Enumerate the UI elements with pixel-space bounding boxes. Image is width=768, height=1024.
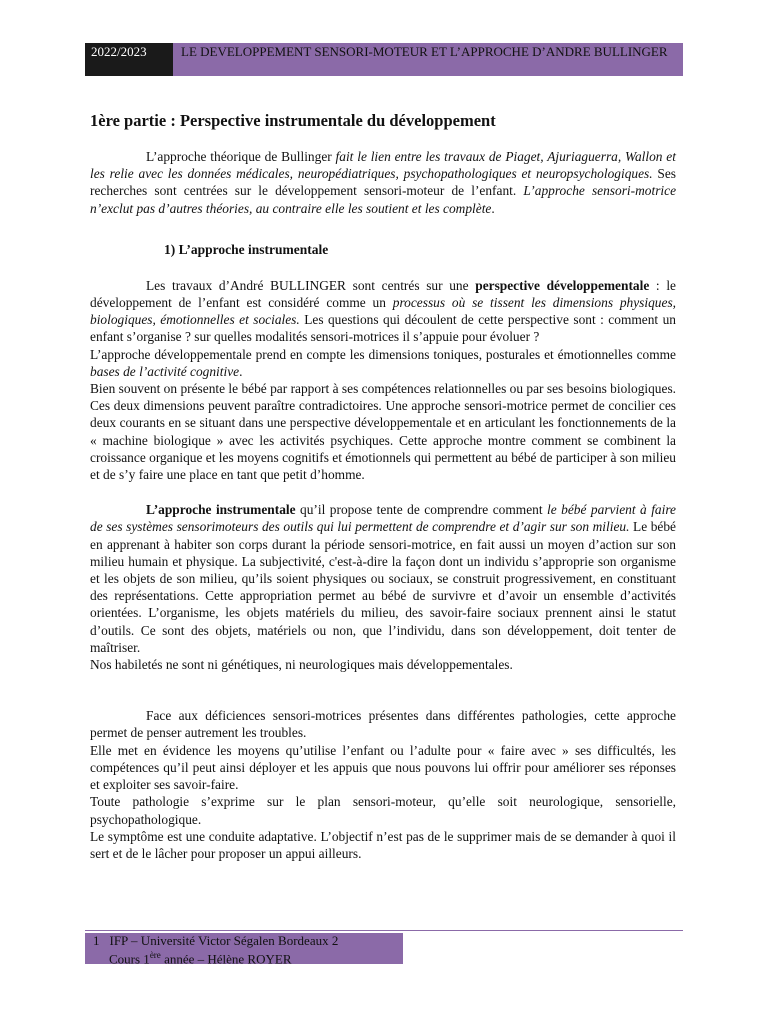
superscript: ère (149, 950, 161, 960)
document-body (90, 110, 676, 862)
text-run: année – Hélène ROYER (160, 951, 292, 967)
part-heading: 1ère partie : Perspective instrumentale du développement (90, 111, 496, 130)
paragraph-dimensions (90, 346, 676, 380)
text-run: Le bébé en apprenant à habiter son corps durant la période sensori-motrice, en fait aussi un moyen d’action sur son milieu humain et physique. La subjectivité, c'est-à-dire la façon dont un individu s’approprie son organisme et les objets de son milieu, qu’ils soient physiques ou sociaux, se construit progressivement, en constituant des représentations. Cette appropriation permet au bébé de survivre et d’avoir un ensemble d’activités orientées. L’organisme, les objets matériels du milieu, des savoir-faire sociaux prennent ainsi le statut d’outils. Ce sont des objets, matériels ou non, que l’individu, dans son développement, doit tenter de maîtriser. (90, 519, 676, 655)
page-number: 1 (93, 933, 100, 948)
text-run: Les questions qui découlent de cette perspective sont : comment un enfant s’organise ? sur quelles modalités sensori-motrices il s’appuie pour évoluer ? (90, 312, 676, 345)
text-run: : le développement de l’enfant est considéré comme un (90, 277, 676, 311)
page-footer (85, 933, 403, 967)
text-run: Les travaux d’André BULLINGER sont centrés sur une (146, 277, 476, 293)
paragraph-deficiences: Face aux déficiences sensori-motrices présentes dans différentes pathologies, cette approche permet de penser autrement les troubles. (90, 708, 676, 741)
paragraph-habiletes: Nos habiletés ne sont ni génétiques, ni neurologiques mais développementales. (90, 657, 513, 673)
italic-run: processus où se tissent les dimensions physiques, biologiques, émotionnelles et sociales. (90, 295, 676, 328)
page-header (85, 43, 683, 76)
text-run: Ses recherches sont centrées sur le développement sensori-moteur de l’enfant. (90, 166, 676, 199)
header-year: 2022/2023 (85, 43, 173, 76)
text-run: L’approche développementale prend en compte les dimensions toniques, posturales et émotionnelles comme (90, 346, 676, 362)
section-heading: 1) L’approche instrumentale (164, 241, 329, 257)
bold-run: perspective développementale (475, 277, 650, 293)
paragraph-instrumentale (90, 501, 676, 656)
header-title: LE DEVELOPPEMENT SENSORI-MOTEUR ET L’APPROCHE D’ANDRE BULLINGER (173, 43, 683, 76)
italic-run: bases de l’activité cognitive (90, 363, 240, 379)
paragraph-bebe: Bien souvent on présente le bébé par rapport à ses compétences relationnelles ou par ses besoins biologiques. Ces deux dimensions peuvent paraître contradictoires. Une approche sensori-motrice permet de concilier ces deux courants en se situant dans une perspective développementale et en articulant les fonctionnements de la « machine biologique » avec les activités psychiques. Cette approche montre comment se combinent la croissance organique et les moyens cognitifs et émotionnels qui permettent au bébé de participer à son milieu et de s’y faire une place en tant que petit d’homme. (90, 381, 676, 483)
text-run: L’approche théorique de Bullinger (146, 149, 336, 164)
paragraph-perspective (90, 277, 676, 346)
italic-run: fait le lien entre les travaux de Piaget, Ajuriaguerra, Wallon et les relie avec les données médicales, neuropédiatriques, psychopathologiques et neuropsychologiques. (90, 149, 676, 182)
spacer (90, 483, 676, 501)
text-run: Cours 1 (109, 951, 150, 967)
bold-run: L’approche instrumentale (146, 502, 296, 518)
paragraph-moyens: Elle met en évidence les moyens qu’utilise l’enfant ou l’adulte pour « faire avec » ses difficultés, les compétences qu’il peut ainsi déployer et les appuis que nous pouvons lui offrir pour améliorer ses réponses et exploiter ses savoir-faire. (90, 742, 676, 793)
paragraph-symptome: Le symptôme est une conduite adaptative. L’objectif n’est pas de le supprimer mais de se demander à quoi il sert et de le lâcher pour proposer un appui ailleurs. (90, 828, 676, 861)
footer-institution: IFP – Université Victor Ségalen Bordeaux 2 (109, 933, 339, 948)
text-run: . (491, 200, 495, 216)
paragraph-intro (90, 148, 676, 217)
italic-run: L’approche sensori-motrice n’exclut pas d’autres théories, au contraire elle les soutient et les complète (90, 183, 677, 216)
text-run: qu’il propose tente de comprendre comment (295, 502, 548, 518)
text-run: . (239, 363, 243, 379)
italic-run: le bébé parvient à faire de ses systèmes sensorimoteurs des outils qui lui permettent de comprendre et d’agir sur son milieu. (90, 502, 676, 535)
footer-divider (85, 930, 683, 931)
paragraph-pathologie: Toute pathologie s’exprime sur le plan sensori-moteur, qu’elle soit neurologique, sensorielle, psychopathologique. (90, 794, 676, 827)
footer-course (93, 948, 403, 966)
spacer (90, 673, 676, 707)
